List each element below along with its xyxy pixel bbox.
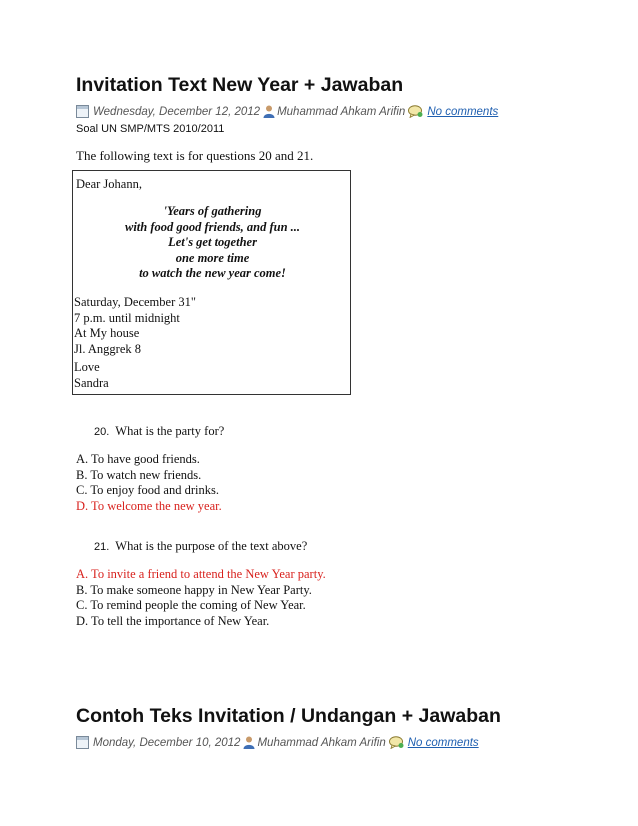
letter-poem xyxy=(73,204,352,282)
user-icon xyxy=(243,736,255,749)
answer-option: C. To enjoy food and drinks. xyxy=(76,483,219,498)
poem-line: to watch the new year come! xyxy=(139,266,286,281)
question-21 xyxy=(94,539,307,554)
intro-text: The following text is for questions 20 and 21. xyxy=(76,148,314,163)
poem-line: with food good friends, and fun ... xyxy=(124,219,301,234)
comment-icon xyxy=(389,736,404,749)
post-author[interactable]: Muhammad Ahkam Arifin xyxy=(257,736,386,749)
post-title[interactable]: Contoh Teks Invitation / Undangan + Jawaban xyxy=(76,705,501,727)
answer-option: B. To watch new friends. xyxy=(76,467,202,482)
calendar-icon xyxy=(76,736,89,749)
answer-option: B. To make someone happy in New Year Party. xyxy=(76,582,312,597)
answer-options-21 xyxy=(76,567,326,629)
comments-link[interactable]: No comments xyxy=(427,105,499,118)
letter-details xyxy=(74,295,196,357)
comment-icon xyxy=(408,105,423,118)
question-text: What is the party for? xyxy=(115,424,225,438)
post-meta xyxy=(76,736,479,749)
user-icon xyxy=(263,105,275,118)
detail-line: Jl. Anggrek 8 xyxy=(74,341,142,356)
detail-line: At My house xyxy=(74,326,140,341)
poem-line: 'Years of gathering xyxy=(163,204,262,218)
question-number: 21. xyxy=(94,541,110,553)
answer-options-20 xyxy=(76,452,222,514)
poem-line: Let's get together xyxy=(168,235,257,250)
question-number: 20. xyxy=(94,426,110,438)
calendar-icon xyxy=(76,105,89,118)
answer-option: D. To tell the importance of New Year. xyxy=(76,613,270,628)
post-meta xyxy=(76,105,498,118)
answer-option-correct: A. To invite a friend to attend the New Year party. xyxy=(76,567,326,581)
post-label: Soal UN SMP/MTS 2010/2011 xyxy=(76,123,225,135)
answer-option: A. To have good friends. xyxy=(76,452,200,466)
poem-line: one more time xyxy=(175,250,250,265)
closing-line: Love xyxy=(74,360,100,374)
detail-line: Saturday, December 31" xyxy=(74,295,196,309)
answer-option-correct: D. To welcome the new year. xyxy=(76,498,222,513)
closing-line: Sandra xyxy=(74,375,109,390)
invitation-box xyxy=(72,170,351,395)
post-date: Wednesday, December 12, 2012 xyxy=(93,105,261,118)
post-date: Monday, December 10, 2012 xyxy=(93,736,241,749)
detail-line: 7 p.m. until midnight xyxy=(74,310,180,325)
question-20 xyxy=(94,424,224,439)
post-author[interactable]: Muhammad Ahkam Arifin xyxy=(277,105,406,118)
answer-option: C. To remind people the coming of New Year. xyxy=(76,598,306,613)
comments-link[interactable]: No comments xyxy=(407,736,479,749)
letter-greeting: Dear Johann, xyxy=(76,177,142,191)
post-title[interactable]: Invitation Text New Year + Jawaban xyxy=(76,74,404,96)
question-text: What is the purpose of the text above? xyxy=(115,539,308,553)
letter-closing xyxy=(74,360,109,391)
